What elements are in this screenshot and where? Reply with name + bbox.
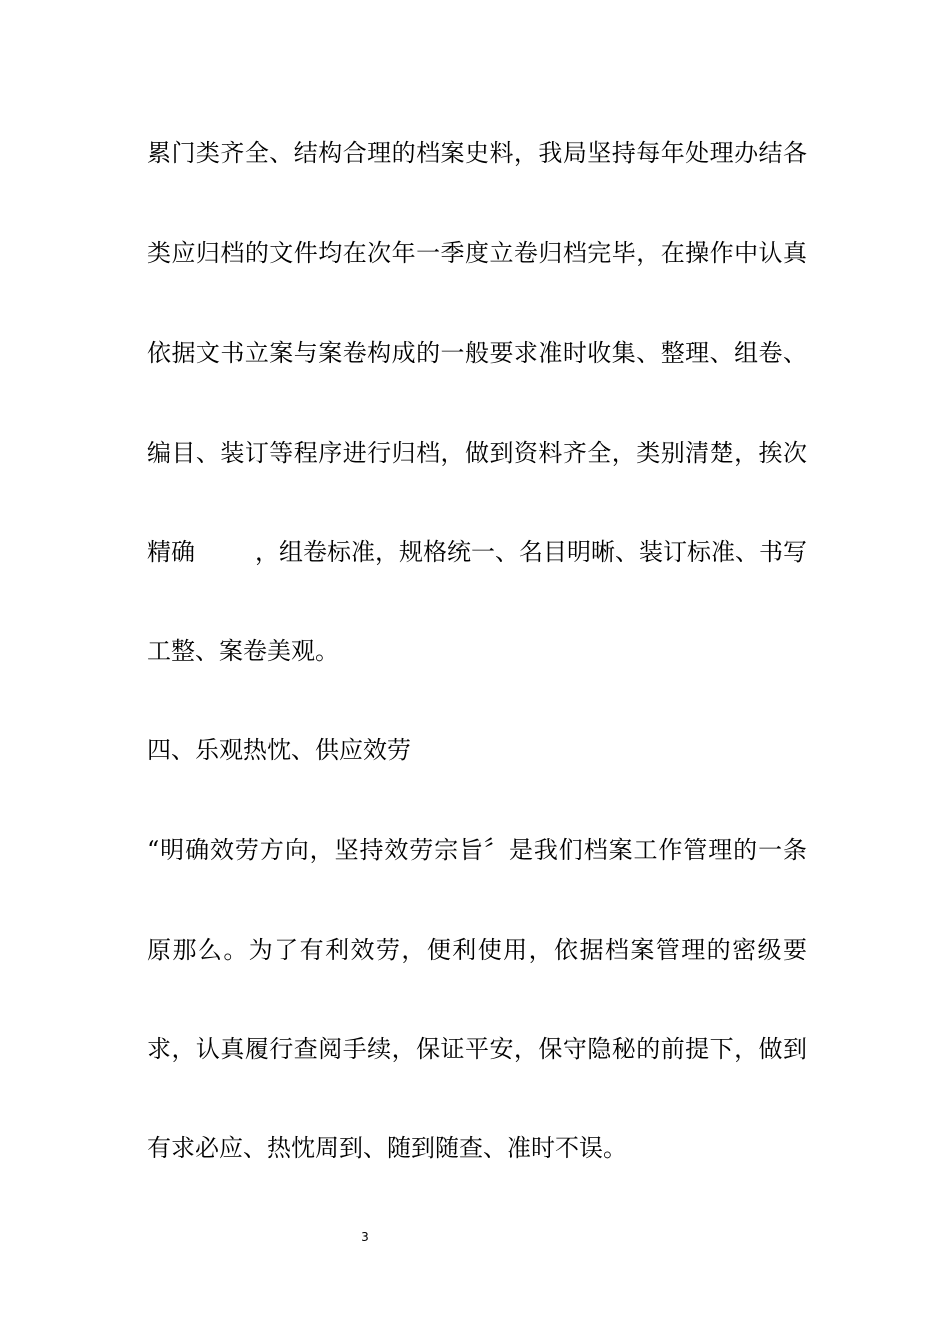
paragraph-line-4: 编目、装订等程序进行归档，做到资料齐全，类别清楚，挨次 bbox=[147, 439, 807, 467]
paragraph-line-8: 原那么。为了有利效劳，便利使用，依据档案管理的密级要 bbox=[147, 936, 807, 964]
paragraph-line-2: 类应归档的文件均在次年一季度立卷归档完毕，在操作中认真 bbox=[147, 239, 807, 267]
paragraph-line-5-rest: ，组卷标准，规格统一、名目明晰、装订标准、书写 bbox=[255, 538, 807, 566]
paragraph-line-10: 有求必应、热忱周到、随到随查、准时不误。 bbox=[147, 1134, 627, 1162]
paragraph-line-6: 工整、案卷美观。 bbox=[147, 637, 339, 665]
paragraph-line-7: “明确效劳方向，坚持效劳宗旨〞是我们档案工作管理的一条 bbox=[147, 836, 807, 864]
paragraph-line-1: 累门类齐全、结构合理的档案史料，我局坚持每年处理办结各 bbox=[147, 139, 807, 167]
section-heading: 四、乐观热忱、供应效劳 bbox=[147, 736, 411, 764]
paragraph-line-3: 依据文书立案与案卷构成的一般要求准时收集、整理、组卷、 bbox=[147, 339, 807, 367]
page-number: 3 bbox=[361, 1230, 369, 1244]
paragraph-line-9: 求，认真履行查阅手续，保证平安，保守隐秘的前提下，做到 bbox=[147, 1035, 807, 1063]
paragraph-line-5-start: 精确 bbox=[147, 538, 195, 566]
paragraph-line-5 bbox=[147, 537, 807, 567]
